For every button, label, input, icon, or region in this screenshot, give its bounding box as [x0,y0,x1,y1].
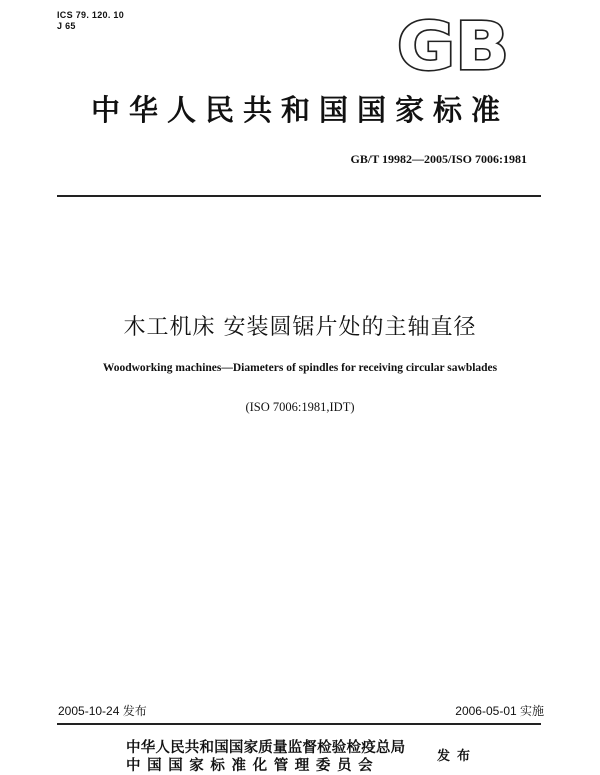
issuer-line-1: 中华人民共和国国家质量监督检验检疫总局 [126,739,406,756]
category-code: J 65 [57,21,76,31]
document-title-en: Woodworking machines—Diameters of spindles for receiving circular sawblades [102,362,498,374]
implementation-date: 2006-05-01 实施 [455,704,544,718]
adoption-note: (ISO 7006:1981,IDT) [245,400,355,414]
gb-logo [393,14,513,78]
bottom-divider [57,723,541,725]
issuer-line-2: 中国国家标准化管理委员会 [126,757,380,774]
standard-number: GB/T 19982—2005/ISO 7006:1981 [350,152,527,166]
document-title-cn: 木工机床 安装圆锯片处的主轴直径 [123,315,477,340]
gb-logo-text: GB [397,14,509,78]
top-divider [57,195,541,197]
publish-label: 发布 [437,749,478,764]
ics-code: ICS 79. 120. 10 [57,10,125,20]
issue-date: 2005-10-24 发布 [58,704,147,718]
classification-codes [57,10,124,32]
standard-title: 中华人民共和国国家标准 [90,93,509,127]
